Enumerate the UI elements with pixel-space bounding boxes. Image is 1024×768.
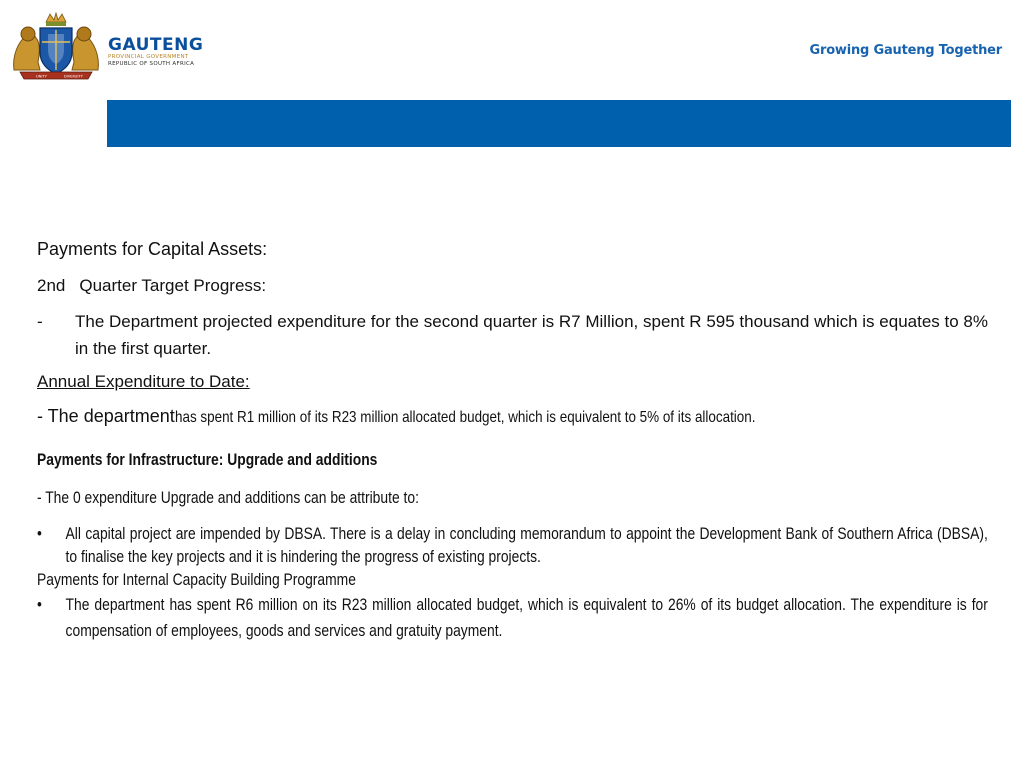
crest-motto-right: DIVERSITY xyxy=(64,74,83,79)
dbsa-bullet xyxy=(37,523,988,569)
crest-motto-left: UNITY xyxy=(36,74,47,79)
annual-expenditure-heading: Annual Expenditure to Date: xyxy=(37,372,250,391)
logo-country: REPUBLIC OF SOUTH AFRICA xyxy=(108,61,195,67)
infrastructure-heading: Payments for Infrastructure: Upgrade and additions xyxy=(37,451,378,469)
quarter-number: 2nd xyxy=(37,276,66,295)
annual-detail: has spent R1 million of its R23 million allocated budget, which is equivalent to 5% of its allocation. xyxy=(174,409,756,426)
internal-capacity-text: The department has spent R6 million on its R23 million allocated budget, which is equivalent to 26% of its budget allocation. The expenditure is for compensation of employees, goods and services and gratuity payment. xyxy=(65,596,988,640)
internal-capacity-heading: Payments for Internal Capacity Building Programme xyxy=(37,571,356,589)
header-band xyxy=(107,100,1011,147)
internal-capacity-bullet xyxy=(37,592,988,644)
quarter-progress-heading xyxy=(37,274,988,298)
bullet-marker: • xyxy=(37,596,42,614)
annual-expenditure-text xyxy=(37,402,988,432)
dash-marker: - xyxy=(37,312,43,331)
upgrade-attribution-text: - The 0 expenditure Upgrade and additions can be attribute to: xyxy=(37,489,419,507)
capital-assets-heading: Payments for Capital Assets: xyxy=(37,239,268,259)
logo-subtitle: PROVINCIAL GOVERNMENT xyxy=(108,54,189,60)
coat-of-arms-icon xyxy=(10,12,102,80)
logo-name: GAUTENG xyxy=(108,35,204,55)
logo-text xyxy=(108,36,203,68)
bullet-marker: • xyxy=(37,525,42,543)
tagline: Growing Gauteng Together xyxy=(809,43,1002,58)
quarter-label: Quarter Target Progress: xyxy=(79,276,267,295)
quarter-progress-item xyxy=(37,308,988,362)
annual-prefix: - The department xyxy=(37,406,175,426)
quarter-progress-text: The Department projected expenditure for the second quarter is R7 Million, spent R 595 thousand which is equates to 8% in the first quarter. xyxy=(75,312,988,358)
condensed-section xyxy=(37,448,988,644)
slide-content xyxy=(37,236,988,644)
gauteng-logo xyxy=(10,12,204,80)
dbsa-text: All capital project are impended by DBSA. There is a delay in concluding memorandum to appoint the Development Bank of Southern Africa (DBSA), to finalise the key projects and it is hindering the progress of existing projects. xyxy=(65,525,988,566)
